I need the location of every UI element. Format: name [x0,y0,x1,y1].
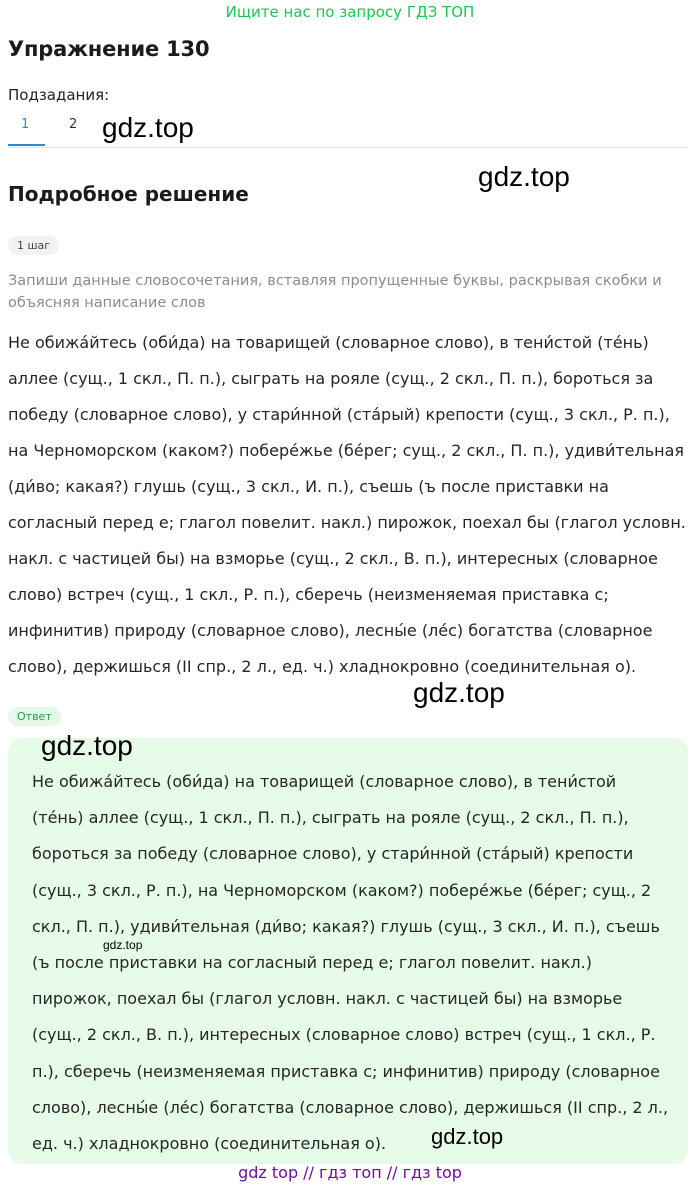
watermark: gdz.top [103,938,143,952]
solution-text: Не обижа́йтесь (оби́да) на товарищей (словарное слово), в тени́стой (те́нь) аллее (сущ., 1 скл., П. п.), сыграть на рояле (сущ., 2 скл., П. п.), бороться за победу (словарное слово), у стари́нной (ста́рый) крепости (сущ., 3 скл., Р. п.), на Черноморском (каком?) побере́жье (бе́рег; сущ., 2 скл., П. п.), удиви́тельная (ди́во; какая?) глушь (сущ., 3 скл., И. п.), съешь (ъ после приставки на согласный перед е; глагол повелит. накл.) пирожок, поехал бы (глагол условн. накл. с частицей бы) на взморье (сущ., 2 скл., В. п.), интересных (словарное слово) встреч (сущ., 1 скл., Р. п.), сберечь (неизменяемая приставка с; инфинитив) природу (словарное слово), лесны́е (ле́с) богатства (словарное слово), держишься (II спр., 2 л., ед. ч.) хладнокровно (соединительная о). [8,333,686,676]
watermark: gdz.top [478,161,570,192]
tab-subtask-2[interactable]: 2 [69,117,78,132]
answer-text: Не обижа́йтесь (оби́да) на товарищей (словарное слово), в тени́стой (те́нь) аллее (сущ., 1 скл., П. п.), сыграть на рояле (сущ., 2 скл., П. п.), бороться за победу (словарное слово), у стари́нной (ста́рый) крепости (сущ., 3 скл., Р. п.), на Черноморском (каком?) побере́жье (бе́рег; сущ., 2 скл., П. п.), удиви́тельная (ди́во; какая?) глушь (сущ., 3 скл., И. п.), съешь (ъ после приставки на согласный перед е; глагол повелит. накл.) пирожок, поехал бы (глагол условн. накл. с частицей бы) на взморье (сущ., 2 скл., В. п.), интересных (словарное слово) встреч (сущ., 1 скл., Р. п.), сберечь (неизменяемая приставка с; инфинитив) природу (словарное слово), лесны́е (ле́с) богатства (словарное слово), держишься (II спр., 2 л., ед. ч.) хладнокровно (соединительная о). [32,772,669,1154]
watermark: gdz.top [431,1124,504,1149]
subtasks-label: Подзадания: [8,86,110,104]
search-banner: Ищите нас по запросу ГДЗ ТОП [225,3,475,21]
watermark: gdz.top [102,112,194,143]
watermark: gdz.top [41,730,133,761]
solution-title: Подробное решение [8,182,249,206]
task-description: Запиши данные словосочетания, вставляя пропущенные буквы, раскрывая скобки и объясняя написание слов [8,273,662,311]
active-tab-indicator [8,144,45,146]
answer-badge: Ответ [8,707,61,726]
tab-subtask-1[interactable]: 1 [21,117,30,132]
watermark: gdz.top [413,677,505,708]
exercise-title: Упражнение 130 [8,37,210,61]
footer-links[interactable]: gdz top // гдз топ // гдз top [238,1163,462,1182]
step-badge: 1 шаг [8,236,59,255]
